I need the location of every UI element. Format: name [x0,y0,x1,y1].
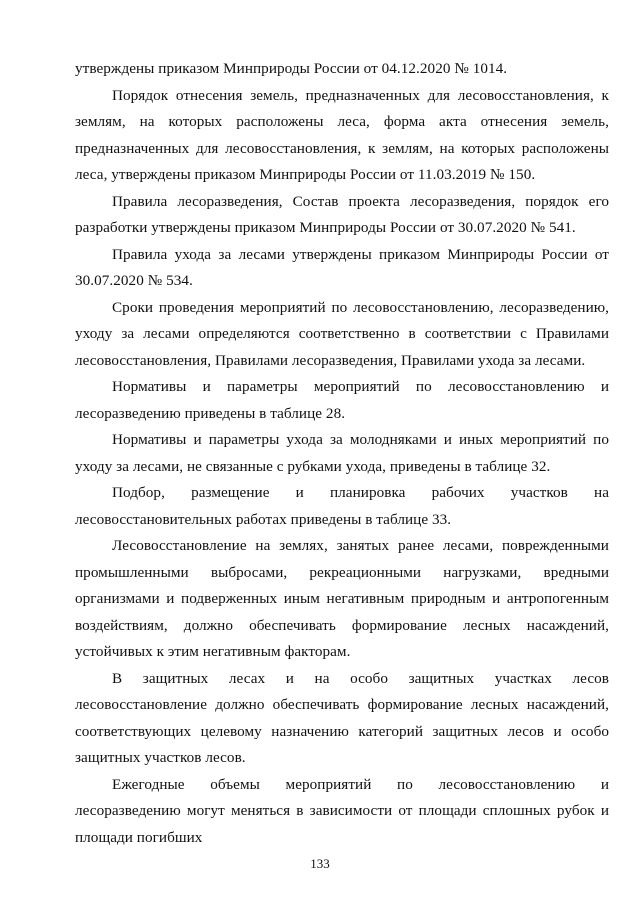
paragraph-table-28-reference: Нормативы и параметры мероприятий по лесовосстановлению и лесоразведению приведены в таблице 28. [75,378,609,422]
paragraph-table-33-reference: Подбор, размещение и планировка рабочих участков на лесовосстановительных работах приведены в таблице 33. [75,484,609,528]
paragraph-continuation: утверждены приказом Минприроды России от 04.12.2020 № 1014. [75,60,508,77]
paragraph-activity-timing: Сроки проведения мероприятий по лесовосстановлению, лесоразведению, уходу за лесами определяются соответственно в соответствии с Правилами лесовосстановления, Правилами лесоразведения, Правилами ухода за лесами. [75,298,609,369]
paragraph-annual-volumes: Ежегодные объемы мероприятий по лесовосстановлению и лесоразведению могут меняться в зависимости от площади сплошных рубок и площади погибших [75,775,609,846]
paragraph-afforestation-rules: Правила лесоразведения, Состав проекта лесоразведения, порядок его разработки утверждены приказом Минприроды России от 30.07.2020 № 541. [75,192,609,236]
paragraph-land-allocation-order: Порядок отнесения земель, предназначенных для лесовосстановления, к землям, на которых расположены леса, форма акта отнесения земель, предназначенных для лесовосстановления, к землям, на которых расположены леса, утверждены приказом Минприроды России от 11.03.2019 № 150. [75,86,609,183]
paragraph-forest-care-rules: Правила ухода за лесами утверждены приказом Минприроды России от 30.07.2020 № 534. [75,245,609,289]
paragraph-table-32-reference: Нормативы и параметры ухода за молодняками и иных мероприятий по уходу за лесами, не связанные с рубками ухода, приведены в таблице 32. [75,431,609,475]
page-number: 133 [310,856,330,871]
paragraph-protective-forests: В защитных лесах и на особо защитных участках лесов лесовосстановление должно обеспечивать формирование лесных насаждений, соответствующих целевому назначению категорий защитных лесов и особо защитных участков лесов. [75,669,609,766]
paragraph-damaged-lands: Лесовосстановление на землях, занятых ранее лесами, поврежденными промышленными выбросами, рекреационными нагрузками, вредными организмами и подверженных иным негативным природным и антропогенным воздействиям, должно обеспечивать формирование лесных насаждений, устойчивых к этим негативным факторам. [75,537,609,660]
document-body [75,56,609,851]
